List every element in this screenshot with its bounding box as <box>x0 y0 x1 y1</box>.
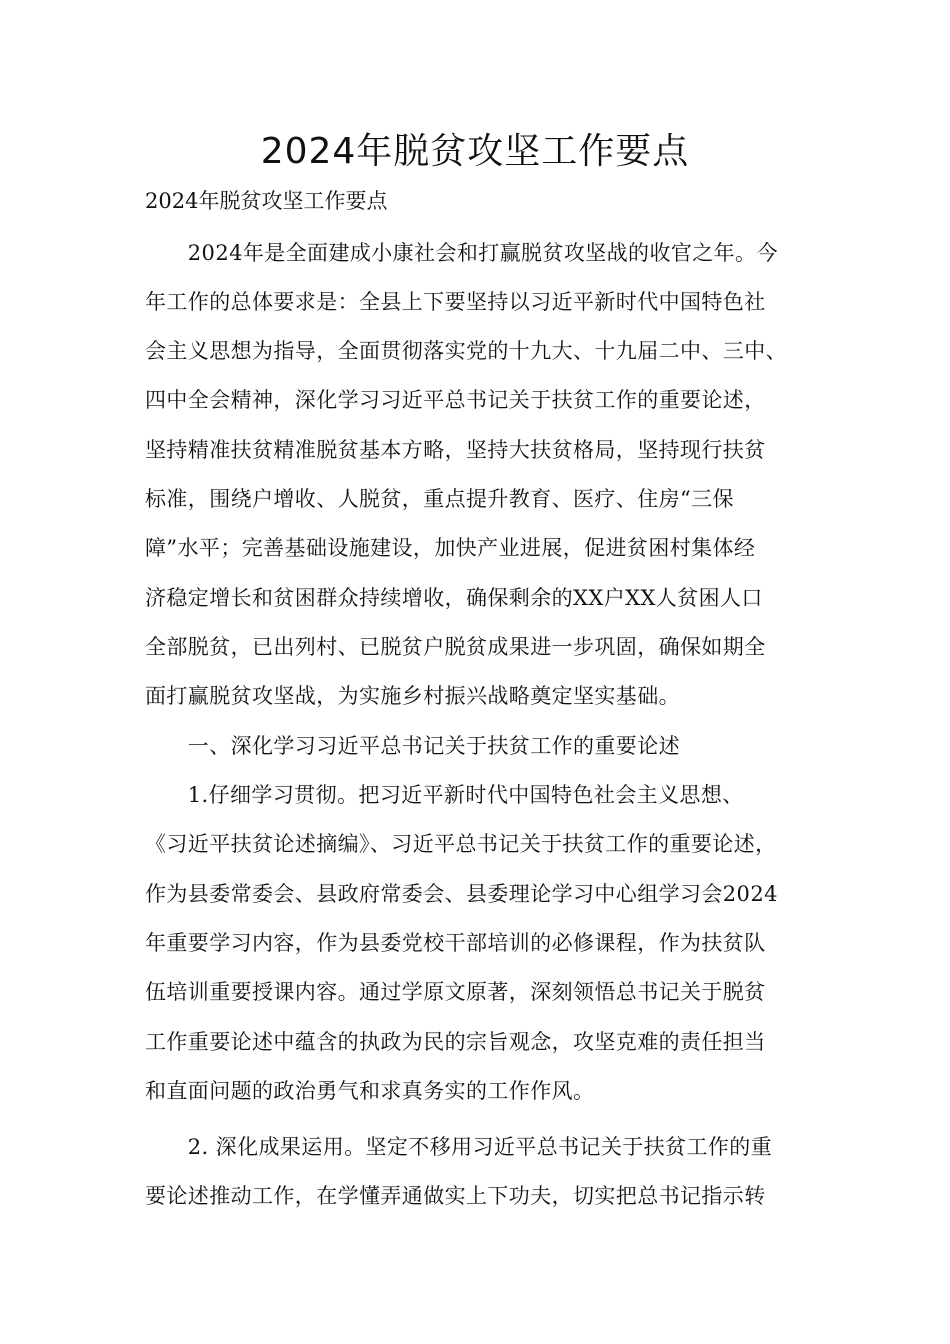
body-line: 障”水平；完善基础设施建设，加快产业进展，促进贫困村集体经 <box>145 536 756 560</box>
body-line: 和直面问题的政治勇气和求真务实的工作作风。 <box>145 1079 595 1103</box>
body-line: 济稳定增长和贫困群众持续增收，确保剩余的XX户XX人贫困人口 <box>145 586 763 610</box>
body-line: 年工作的总体要求是：全县上下要坚持以习近平新时代中国特色社 <box>145 290 766 314</box>
section-heading: 一、深化学习习近平总书记关于扶贫工作的重要论述 <box>145 734 680 758</box>
body-line: 2. 深化成果运用。坚定不移用习近平总书记关于扶贫工作的重 <box>145 1135 773 1159</box>
body-line: 坚持精准扶贫精准脱贫基本方略，坚持大扶贫格局，坚持现行扶贫 <box>145 438 766 462</box>
document-title: 2024年脱贫攻坚工作要点 <box>260 131 690 172</box>
body-line: 面打赢脱贫攻坚战，为实施乡村振兴战略奠定坚实基础。 <box>145 684 680 708</box>
body-line: 《习近平扶贫论述摘编》、习近平总书记关于扶贫工作的重要论述， <box>145 832 777 856</box>
document-subtitle: 2024年脱贫攻坚工作要点 <box>145 189 388 213</box>
body-line: 作为县委常委会、县政府常委会、县委理论学习中心组学习会2024 <box>145 882 778 906</box>
body-line: 全部脱贫，已出列村、已脱贫户脱贫成果进一步巩固，确保如期全 <box>145 635 766 659</box>
body-line: 年重要学习内容，作为县委党校干部培训的必修课程，作为扶贫队 <box>145 931 766 955</box>
body-line: 伍培训重要授课内容。通过学原文原著，深刻领悟总书记关于脱贫 <box>145 980 766 1004</box>
body-line: 工作重要论述中蕴含的执政为民的宗旨观念，攻坚克难的责任担当 <box>145 1030 766 1054</box>
body-line: 标准，围绕户增收、人脱贫，重点提升教育、医疗、住房“三保 <box>145 487 734 511</box>
body-line: 要论述推动工作，在学懂弄通做实上下功夫，切实把总书记指示转 <box>145 1184 766 1208</box>
body-line: 1.仔细学习贯彻。把习近平新时代中国特色社会主义思想、 <box>145 783 744 807</box>
body-line: 2024年是全面建成小康社会和打赢脱贫攻坚战的收官之年。今 <box>145 241 778 265</box>
body-line: 会主义思想为指导，全面贯彻落实党的十九大、十九届二中、三中、 <box>145 339 787 363</box>
body-line: 四中全会精神，深化学习习近平总书记关于扶贫工作的重要论述， <box>145 388 766 412</box>
